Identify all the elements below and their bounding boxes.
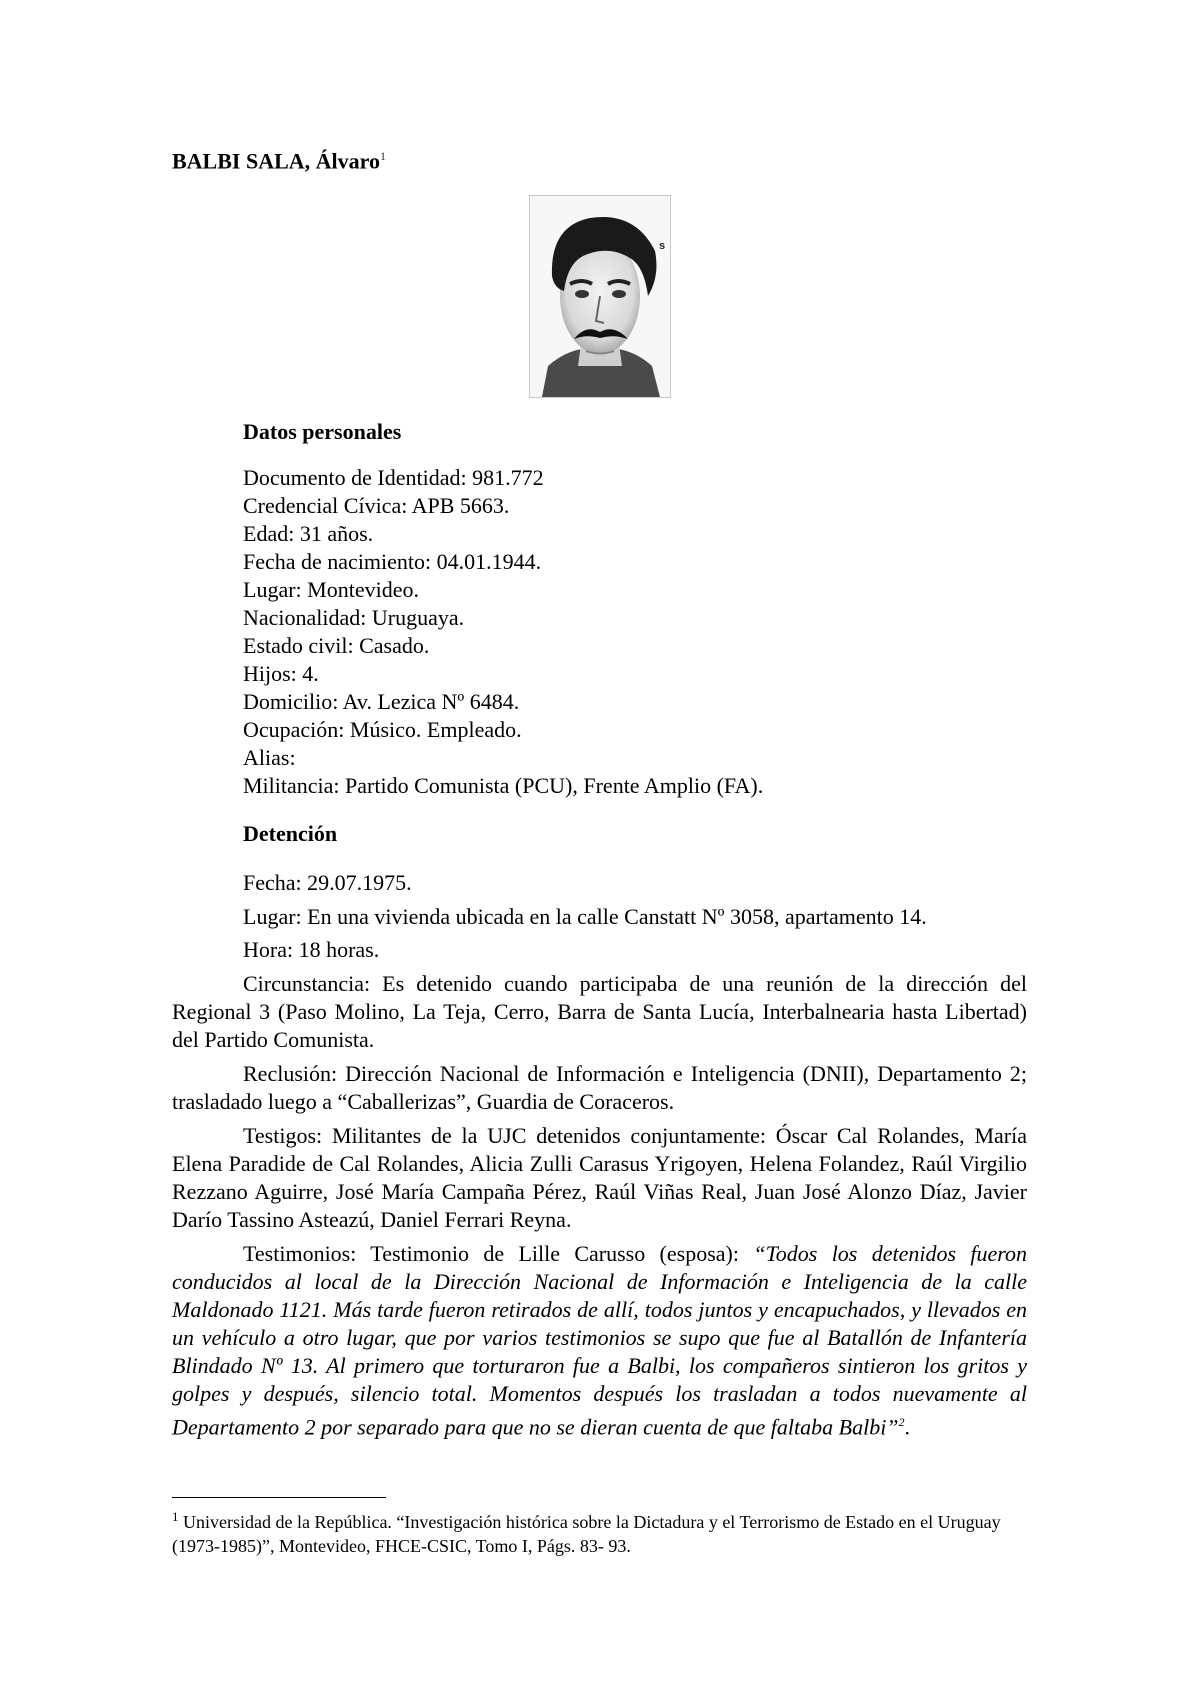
testimonios-lead: Testimonios: Testimonio de Lille Carusso (esposa): [243,1241,754,1266]
datos-line-hijos: Hijos: 4. [243,661,319,686]
person-name: BALBI SALA, Álvaro [172,148,381,174]
footnote-ref-2[interactable]: 2 [898,1415,905,1429]
datos-line-militancia: Militancia: Partido Comunista (PCU), Frente Amplio (FA). [243,773,764,798]
datos-personales-heading: Datos personales [243,419,402,444]
detencion-reclusion: Reclusión: Dirección Nacional de Información e Inteligencia (DNII), Departamento 2; trasladado luego a “Caballerizas”, Guardia de Coraceros. [172,1061,1027,1114]
datos-line-domicilio: Domicilio: Av. Lezica Nº 6484. [243,689,520,714]
footnote-number: 1 [172,1509,179,1524]
footnote-text: Universidad de la República. “Investigación histórica sobre la Dictadura y el Terrorismo de Estado en el Uruguay (1973-1985)”, Montevideo, FHCE-CSIC, Tomo I, Págs. 83- 93. [172,1512,1001,1556]
testimonio-quote: “Todos los detenidos fueron conducidos al local de la Dirección Nacional de Información e Inteligencia de la calle Maldonado 1121. Más tarde fueron retirados de allí, todos juntos y encapuchados, y llevados en un vehículo a otro lugar, que por varios testimonios se supo que fue al Batallón de Infantería Blindado Nº 13. Al primero que torturaron fue a Balbi, los compañeros sintieron los gritos y golpes y después, silencio total. Momentos después los trasladan a todos nuevamente al Departamento 2 por separado para que no se dieran cuenta de que faltaba Balbi” [172,1241,1027,1440]
testimonios-end: . [904,1414,911,1440]
datos-line-estado-civil: Estado civil: Casado. [243,633,430,658]
footnote-1 [172,1505,1032,1558]
datos-line-ocupacion: Ocupación: Músico. Empleado. [243,717,522,742]
detencion-testigos: Testigos: Militantes de la UJC detenidos conjuntamente: Óscar Cal Rolandes, María Elena Paradide de Cal Rolandes, Alicia Zulli Carasus Yrigoyen, Helena Folandez, Raúl Virgilio Rezzano Aguirre, José María Campaña Pérez, Raúl Viñas Real, Juan José Alonzo Díaz, Javier Darío Tassino Asteazú, Daniel Ferrari Reyna. [172,1123,1027,1232]
person-photo [529,195,671,398]
detencion-testimonios [172,1240,1027,1441]
detencion-circunstancia: Circunstancia: Es detenido cuando participaba de una reunión de la dirección del Regional 3 (Paso Molino, La Teja, Cerro, Barra de Santa Lucía, Interbalnearia hasta Libertad) del Partido Comunista. [172,971,1027,1052]
datos-line-lugar: Lugar: Montevideo. [243,577,419,602]
datos-personales-list [243,464,763,800]
detencion-heading: Detención [243,821,338,846]
datos-line-alias: Alias: [243,745,296,770]
datos-line-fecha-nacimiento: Fecha de nacimiento: 04.01.1944. [243,549,542,574]
detencion-lugar: Lugar: En una vivienda ubicada en la calle Canstatt Nº 3058, apartamento 14. [243,904,927,929]
datos-line-credencial: Credencial Cívica: APB 5663. [243,493,510,518]
page-title [172,143,386,174]
footnote-divider [172,1497,386,1498]
detencion-hora: Hora: 18 horas. [243,937,380,962]
datos-line-documento: Documento de Identidad: 981.772 [243,465,544,490]
datos-line-edad: Edad: 31 años. [243,521,374,546]
detencion-fecha: Fecha: 29.07.1975. [243,870,412,895]
footnote-ref-1[interactable]: 1 [380,149,387,163]
svg-text:s: s [659,240,666,252]
datos-line-nacionalidad: Nacionalidad: Uruguaya. [243,605,465,630]
